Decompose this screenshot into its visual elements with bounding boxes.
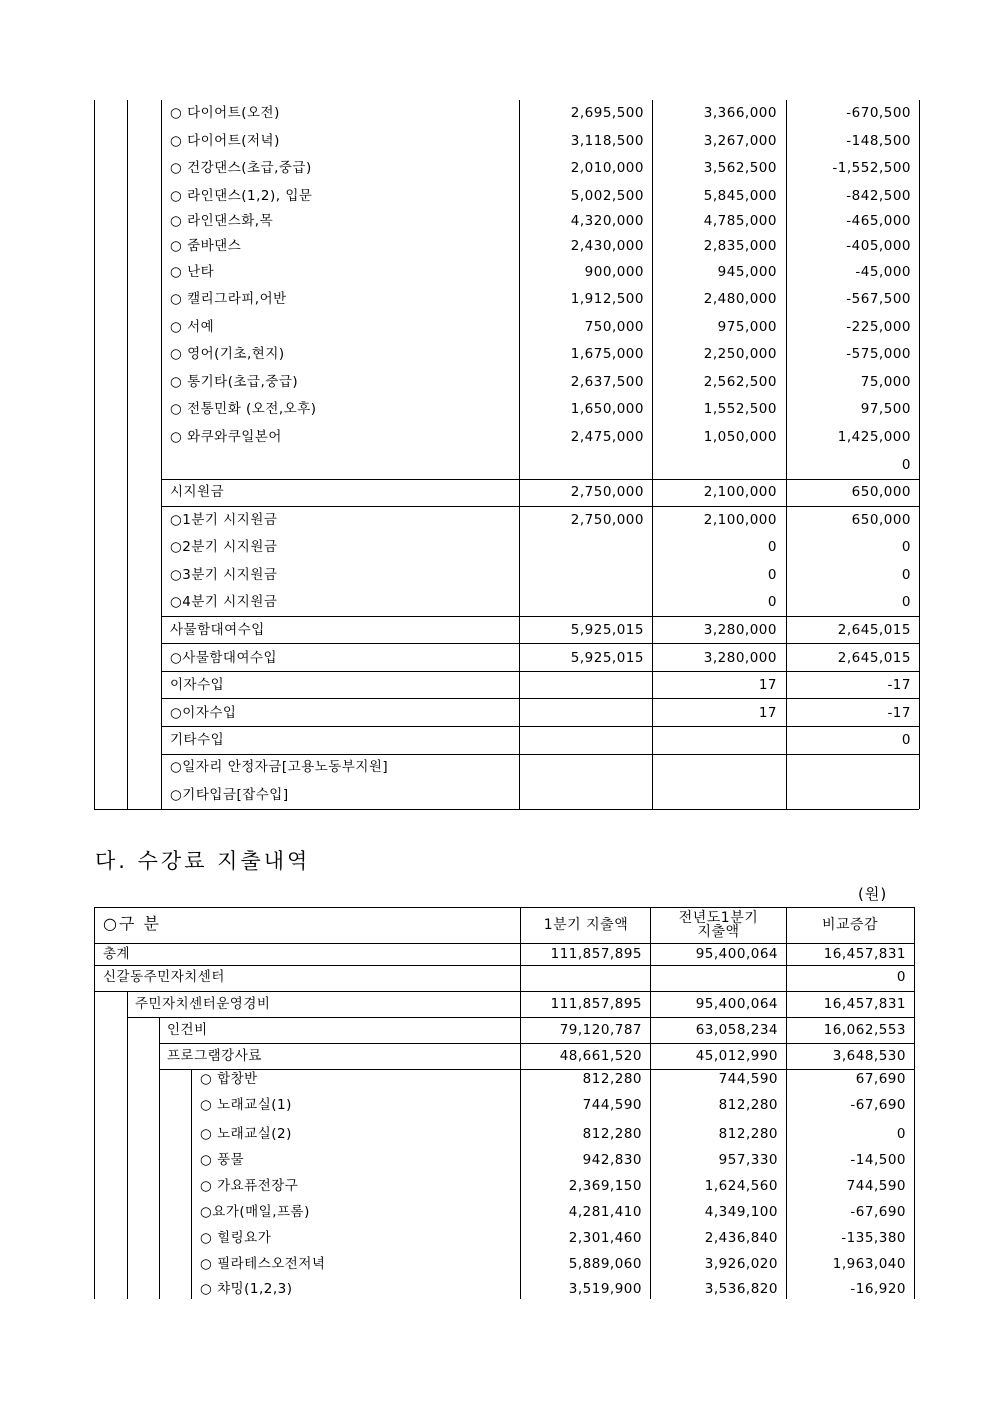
list-item-current: 900,000 [584,264,644,280]
table-row-current: 4,281,410 [568,1204,642,1220]
list-item-label: ○사물함대여수입 [170,650,278,666]
table-row-diff: 3,648,530 [832,1048,906,1064]
list-item-previous: 4,785,000 [703,213,777,229]
table-row-diff: 0 [896,969,906,985]
list-item-current: 2,750,000 [570,512,644,528]
list-item-previous: 2,480,000 [703,291,777,307]
list-item-diff: -17 [887,677,911,693]
list-item-diff: 650,000 [851,512,911,528]
table-row-current: 812,280 [582,1071,642,1087]
table-vline [919,100,920,809]
list-item-diff: 650,000 [851,484,911,500]
table-hline [161,698,919,699]
list-item-current: 2,750,000 [570,484,644,500]
table-row-diff: 16,457,831 [823,996,906,1012]
table-row-current: 5,889,060 [568,1256,642,1272]
table-row-previous: 744,590 [718,1071,778,1087]
table-row-label: ○ 노래교실(2) [200,1126,292,1142]
list-item-label: ○ 통기타(초급,중급) [170,374,299,390]
table-hline [159,1043,915,1044]
table-row-label: ○ 챠밍(1,2,3) [200,1281,293,1297]
list-item-label: 사물함대여수입 [170,622,265,638]
table-row-label: 프로그램강사료 [167,1048,262,1064]
list-item-diff: -465,000 [846,213,911,229]
list-item-current: 1,650,000 [570,401,644,417]
list-item-previous: 5,845,000 [703,188,777,204]
list-item-current: 2,695,500 [570,105,644,121]
section-title: 다. 수강료 지출내역 [95,849,311,873]
table-row-current: 812,280 [582,1126,642,1142]
table-vline [652,100,653,809]
table-hline [127,1017,915,1018]
table-row-current: 744,590 [582,1097,642,1113]
table-row-previous: 3,536,820 [704,1281,778,1297]
table-row-previous: 4,349,100 [704,1204,778,1220]
table-row-diff: 0 [896,1126,906,1142]
list-item-label: 시지원금 [170,484,225,500]
list-item-label: ○ 라인댄스(1,2), 입문 [170,188,313,204]
table-row-diff: -14,500 [850,1152,906,1168]
table-hline [161,506,919,507]
table-row-current: 111,857,895 [550,946,642,962]
table-vline [127,991,128,1299]
table-row-previous: 3,926,020 [704,1256,778,1272]
table-row-current: 3,519,900 [568,1281,642,1297]
list-item-previous: 17 [758,705,777,721]
table-row-label: 인건비 [167,1022,208,1038]
table-vline [519,100,520,809]
list-item-current: 2,475,000 [570,429,644,445]
list-item-diff: -148,500 [846,133,911,149]
list-item-previous: 2,100,000 [703,512,777,528]
list-item-diff: 1,425,000 [837,429,911,445]
list-item-diff: -225,000 [846,319,911,335]
list-item-current: 3,118,500 [570,133,644,149]
table-row-diff: 1,963,040 [832,1256,906,1272]
list-item-previous: 0 [767,594,777,610]
list-item-diff: -1,552,500 [832,160,911,176]
list-item-current: 2,637,500 [570,374,644,390]
list-item-label: ○1분기 시지원금 [170,512,278,528]
table-row-current: 111,857,895 [550,996,642,1012]
list-item-current: 5,925,015 [570,650,644,666]
list-item-current: 1,675,000 [570,346,644,362]
list-item-label: ○이자수입 [170,705,237,721]
table-row-label: ○ 합창반 [200,1071,258,1087]
list-item-previous: 945,000 [717,264,777,280]
table-row-label: 주민자치센터운영경비 [135,996,271,1012]
list-item-label: ○3분기 시지원금 [170,567,278,583]
list-item-diff: -567,500 [846,291,911,307]
table-hline [94,991,915,992]
table-hline [161,643,919,644]
list-item-current: 5,925,015 [570,622,644,638]
table-vline [786,100,787,809]
table-row-previous: 1,624,560 [704,1178,778,1194]
table-row-current: 942,830 [582,1152,642,1168]
list-item-diff: 0 [901,594,911,610]
list-item-label: ○ 라인댄스화,목 [170,213,274,229]
list-item-label: 이자수입 [170,677,225,693]
list-item-label: ○ 와쿠와쿠일본어 [170,429,282,445]
list-item-previous: 0 [767,539,777,555]
table-row-current: 79,120,787 [559,1022,642,1038]
list-item-current: 750,000 [584,319,644,335]
table-vline [161,100,162,809]
list-item-label: ○ 난타 [170,264,215,280]
table-row-label: ○ 풍물 [200,1152,245,1168]
list-item-label: ○ 다이어트(저녁) [170,133,280,149]
table-top-line [94,907,915,908]
list-item-previous: 1,050,000 [703,429,777,445]
table-row-diff: 744,590 [846,1178,906,1194]
list-item-label: ○ 영어(기초,현지) [170,346,285,362]
table-hline [161,726,919,727]
table-hline [94,965,915,966]
table-row-label: ○ 필라테스오전저녁 [200,1256,326,1272]
table-row-previous: 812,280 [718,1126,778,1142]
table-row-previous: 95,400,064 [695,996,778,1012]
header-diff: 비교증감 [821,917,879,933]
list-item-current: 2,010,000 [570,160,644,176]
list-item-diff: 97,500 [860,401,911,417]
list-item-previous: 3,562,500 [703,160,777,176]
table-row-previous: 45,012,990 [695,1048,778,1064]
table-row-diff: -135,380 [841,1230,906,1246]
header-prev-line1: 전년도1분기 [678,910,759,926]
table-row-diff: -67,690 [850,1097,906,1113]
list-item-previous: 2,100,000 [703,484,777,500]
table-bottom-line [94,809,919,810]
table-row-label: ○ 가요퓨전장구 [200,1178,299,1194]
list-item-previous: 3,280,000 [703,622,777,638]
table-row-diff: -16,920 [850,1281,906,1297]
table-hline [161,754,919,755]
list-item-previous: 3,366,000 [703,105,777,121]
list-item-previous: 975,000 [717,319,777,335]
list-item-previous: 0 [767,567,777,583]
table-vline [127,100,128,809]
table-row-diff: 67,690 [855,1071,906,1087]
list-item-previous: 2,250,000 [703,346,777,362]
list-item-current: 2,430,000 [570,238,644,254]
list-item-label: ○ 건강댄스(초급,중급) [170,160,312,176]
list-item-current: 1,912,500 [570,291,644,307]
list-item-label: ○ 캘리그라피,어반 [170,291,287,307]
list-item-label: ○ 줌바댄스 [170,238,242,254]
table-hline [161,671,919,672]
list-item-current: 5,002,500 [570,188,644,204]
list-item-previous: 3,267,000 [703,133,777,149]
list-item-previous: 17 [758,677,777,693]
list-item-previous: 2,835,000 [703,238,777,254]
list-item-previous: 1,552,500 [703,401,777,417]
table-row-current: 2,301,460 [568,1230,642,1246]
table-vline [94,100,95,809]
table-row-diff: 16,457,831 [823,946,906,962]
list-item-label: ○4분기 시지원금 [170,594,278,610]
list-item-diff: -17 [887,705,911,721]
table-row-previous: 812,280 [718,1097,778,1113]
list-item-label: ○ 서예 [170,319,215,335]
list-item-label: ○ 전통민화 (오전,오후) [170,401,317,417]
list-item-diff: 2,645,015 [837,622,911,638]
list-item-current: 4,320,000 [570,213,644,229]
list-item-label: 기타수입 [170,732,225,748]
list-item-diff: 0 [901,732,911,748]
list-item-previous: 3,280,000 [703,650,777,666]
header-category: ○구 분 [103,914,161,933]
table-row-diff: -67,690 [850,1204,906,1220]
table-row-previous: 95,400,064 [695,946,778,962]
table-row-label: 총계 [103,946,131,962]
table-row-diff: 16,062,553 [823,1022,906,1038]
list-item-label: ○ 다이어트(오전) [170,105,280,121]
table-vline [159,1017,160,1299]
table-row-label: ○요가(매일,프롬) [200,1204,310,1220]
header-current: 1분기 지출액 [543,917,629,933]
table-row-label: ○ 힐링요가 [200,1230,272,1246]
list-item-label: ○2분기 시지원금 [170,539,278,555]
list-item-diff: 0 [901,567,911,583]
list-item-diff: -45,000 [855,264,911,280]
table-row-label: 신갈동주민자치센터 [103,969,225,985]
header-bottom-line [94,943,915,944]
table-row-previous: 2,436,840 [704,1230,778,1246]
table-row-previous: 957,330 [718,1152,778,1168]
list-item-diff: -842,500 [846,188,911,204]
table-row-previous: 63,058,234 [695,1022,778,1038]
list-item-diff: 0 [901,457,911,473]
list-item-diff: -575,000 [846,346,911,362]
table-vline [191,1069,192,1299]
list-item-diff: 0 [901,539,911,555]
table-row-current: 48,661,520 [559,1048,642,1064]
unit-label: (원) [858,885,888,903]
header-prev-line2: 지출액 [697,924,740,940]
list-item-previous: 2,562,500 [703,374,777,390]
table-row-label: ○ 노래교실(1) [200,1097,292,1113]
list-item-diff: 75,000 [860,374,911,390]
list-item-diff: 2,645,015 [837,650,911,666]
table-row-current: 2,369,150 [568,1178,642,1194]
list-item-diff: -405,000 [846,238,911,254]
list-item-diff: -670,500 [846,105,911,121]
list-item-label: ○기타입금[잡수입] [170,787,289,803]
list-item-label: ○일자리 안정자금[고용노동부지원] [170,759,389,775]
table-hline [161,616,919,617]
table-hline [161,479,919,480]
